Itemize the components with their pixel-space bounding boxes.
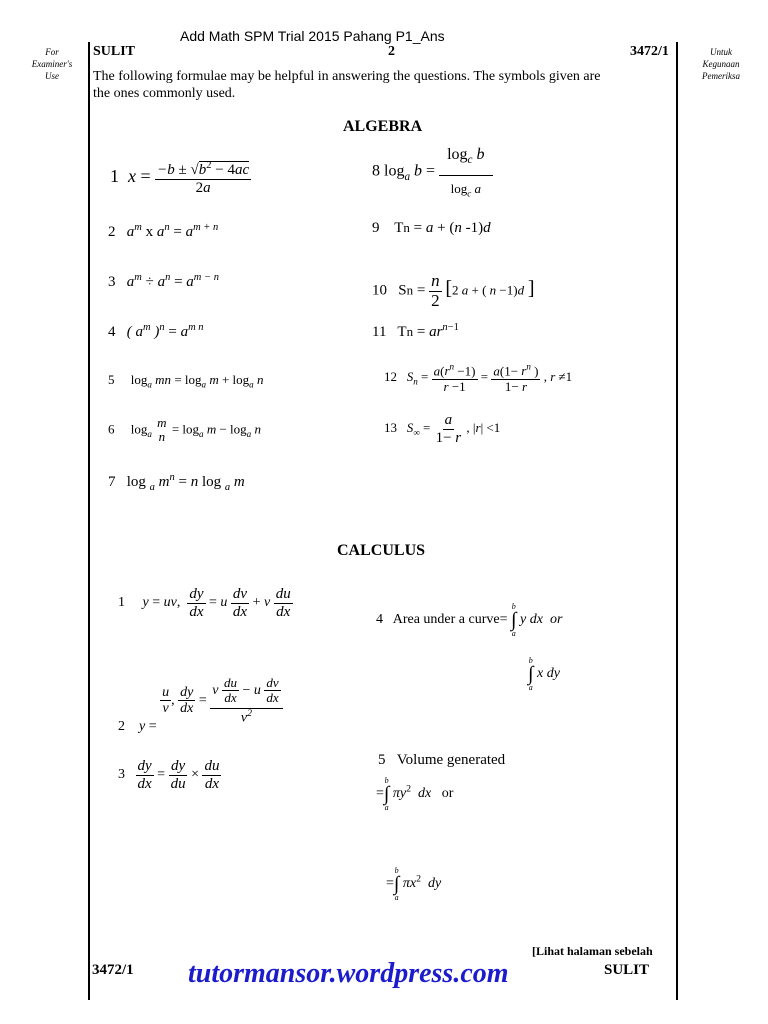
- calculus-formula-2: 2 y = $\frac{u}{v}$ , $\frac{dy}{dx}$ = v $\frac{du}{dx}$ − u $\frac{dv}{dx}$ $v^2$: [118, 676, 283, 735]
- left-border-line: [88, 42, 90, 1000]
- sulit-header: SULIT: [93, 44, 136, 59]
- algebra-formula-10: 10 Sn = $\frac{n}{2}$ [2 a + ( n −1)d ]: [372, 271, 535, 310]
- paper-code-footer: 3472/1: [92, 962, 134, 978]
- document-title: Add Math SPM Trial 2015 Pahang P1_Ans: [180, 28, 445, 44]
- sulit-footer: SULIT: [604, 962, 650, 978]
- volume-formula-x: = b ∫ a $\pi x^2$ dy: [386, 866, 442, 902]
- algebra-heading: ALGEBRA: [343, 118, 423, 135]
- calculus-formula-5: 5 Volume generated: [378, 752, 506, 768]
- intro-line-1: The following formulae may be helpful in answering the questions. The symbols given are: [93, 69, 601, 84]
- algebra-formula-11: 11 $Tn = ar^{n-1}$: [372, 322, 459, 340]
- pemeriksa-margin-label: Untuk Kegunaan Pemeriksa: [702, 47, 740, 81]
- algebra-formula-13: 13 $S_\infty$ = $\frac{a}{1- r}$ , |r| <1: [384, 412, 501, 446]
- algebra-formula-2: 2 $a^m$ x $a^n = a^{m + n}$: [108, 222, 219, 240]
- algebra-formula-8: 8 $\log_a b$ = $\frac{\log_c b}{\log_c a}$: [372, 146, 493, 198]
- calculus-formula-4-alt: b ∫ a x dy: [528, 656, 560, 692]
- examiner-margin-label: For Examiner's Use: [31, 47, 73, 81]
- algebra-formula-3: 3 $a^m \div a^n = a^{m - n}$: [108, 272, 219, 290]
- algebra-formula-1: 1 x = $\frac{-b \pm √b^2 - 4ac}{2a}$: [110, 160, 250, 196]
- next-page-note: [Lihat halaman sebelah: [532, 944, 653, 958]
- intro-line-2: the ones commonly used.: [93, 86, 236, 101]
- algebra-formula-6: 6 $\log_a$ m n = $\log_a m - \log_a n$: [108, 415, 261, 445]
- algebra-formula-7: 7 log $_a$ $m^n = n$ log $_a$ m: [108, 472, 245, 493]
- volume-formula-y: = b ∫ a $\pi y^2$ dx or: [376, 776, 454, 812]
- algebra-formula-5: 5 $\log_a$ mn = $\log_a m + \log_a n$: [108, 372, 264, 390]
- website-link[interactable]: tutormansor.wordpress.com: [188, 958, 509, 989]
- calculus-formula-3: 3 $\frac{dy}{dx}$ = $\frac{dy}{du}$ × $\frac{du}{dx}$: [118, 758, 220, 792]
- right-border-line: [676, 42, 678, 1000]
- algebra-formula-12: 12 $S_n$ = $\frac{a(r^n -1)}{r -1}$ = $\frac{a(1- r^n )}{1- r}$ , r ≠1: [384, 362, 573, 394]
- paper-code-header: 3472/1: [630, 44, 669, 59]
- algebra-formula-9: 9 Tn = a + (n -1)d: [372, 220, 491, 236]
- calculus-formula-4: 4 Area under a curve= b ∫ a y dx or: [376, 602, 563, 638]
- page-number: 2: [388, 44, 395, 59]
- calculus-heading: CALCULUS: [337, 542, 426, 559]
- calculus-formula-1: 1 y = uv, $\frac{dy}{dx}$ = u $\frac{dv}{dx}$ + v $\frac{du}{dx}$: [118, 586, 291, 620]
- algebra-formula-4: 4 ( $a^m$ )$^n = a^{m n}$: [108, 322, 204, 340]
